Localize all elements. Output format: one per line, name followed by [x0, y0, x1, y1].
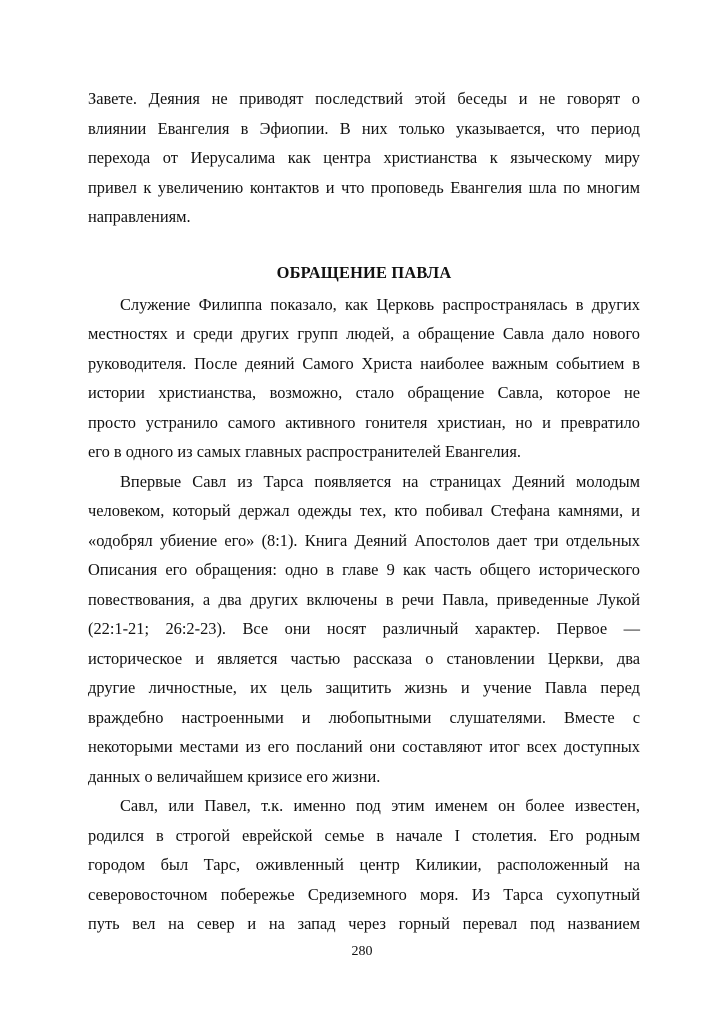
text-line: Завете. Деяния не приводят последствий этой беседы и не говорят о — [88, 89, 640, 108]
paragraph-1 — [88, 290, 640, 467]
text-line: Савл, или Павел, т.к. именно под этим именем он более известен, — [120, 796, 640, 815]
text-line: Впервые Савл из Тарса появляется на страницах Деяний молодым — [120, 471, 640, 491]
text-line: «одобрял убиение его» (8:1). Книга Деяний Апостолов дает три отдельных — [88, 530, 640, 550]
section-heading: ОБРАЩЕНИЕ ПАВЛА — [276, 262, 452, 282]
text-line: его в одного из самых главных распространителей Евангелия. — [88, 442, 521, 461]
text-line: путь вел на север и на запад через горный перевал под названием — [88, 914, 640, 933]
text-line: историческое и является частью рассказа о становлении Церкви, два — [88, 648, 640, 668]
text-line: Описания его обращения: одно в главе 9 как часть общего исторического — [88, 560, 640, 579]
text-line: просто устранило самого активного гонителя христиан, но и превратило — [88, 412, 640, 432]
text-line: другие личностные, их цель защитить жизнь и учение Павла перед — [88, 678, 640, 697]
text-line: повествования, а два других включены в речи Павла, приведенные Лукой — [88, 589, 640, 609]
paragraph-2 — [88, 467, 640, 792]
text-line: привел к увеличению контактов и что проповедь Евангелия шла по многим — [88, 177, 640, 197]
text-line: влиянии Евангелия в Эфиопии. В них только указывается, что период — [88, 118, 640, 138]
text-line: враждебно настроенными и любопытными слушателями. Вместе с — [88, 707, 640, 727]
text-line: истории христианства, возможно, стало обращение Савла, которое не — [88, 383, 640, 402]
text-line: данных о величайшем кризисе его жизни. — [88, 766, 381, 786]
page-number: 280 — [351, 944, 373, 959]
text-line: перехода от Иерусалима как центра христианства к языческому миру — [88, 148, 640, 167]
text-line: направлениям. — [88, 207, 191, 226]
text-line: Служение Филиппа показало, как Церковь распространялась в других — [120, 294, 640, 314]
paragraph-3 — [88, 791, 640, 939]
text-line: местностях и среди других групп людей, а обращение Савла дало нового — [88, 324, 640, 343]
text-line: родился в строгой еврейской семье в начале I столетия. Его родным — [88, 825, 640, 845]
text-line: северовосточном побережье Средиземного моря. Из Тарса сухопутный — [88, 884, 640, 904]
text-line: (22:1-21; 26:2-23). Все они носят различный характер. Первое — — [88, 619, 640, 638]
intro-paragraph — [88, 84, 640, 232]
text-line: руководителя. После деяний Самого Христа наиболее важным событием в — [88, 353, 640, 373]
text-line: некоторыми местами из его посланий они составляют итог всех доступных — [88, 737, 640, 756]
text-line: человеком, который держал одежды тех, кто побивал Стефана камнями, и — [88, 501, 640, 520]
page-body — [88, 84, 640, 939]
text-line: городом был Тарс, оживленный центр Киликии, расположенный на — [88, 855, 640, 874]
